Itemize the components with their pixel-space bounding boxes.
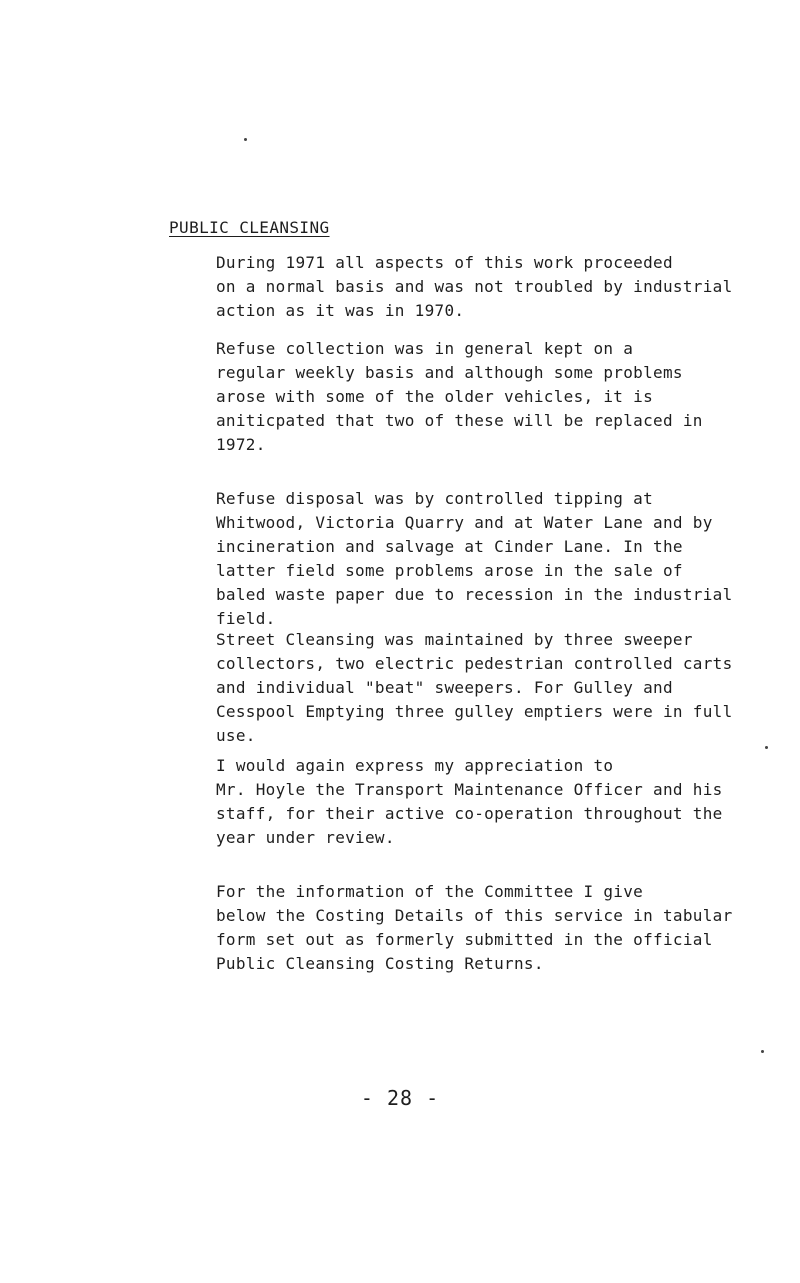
paragraph-appreciation: I would again express my appreciation to Mr. Hoyle the Transport Maintenance Officer and his staff, for their active co-operation throughout the year under review.: [216, 756, 723, 847]
scan-speck: [244, 138, 247, 141]
paragraph-refuse-collection: Refuse collection was in general kept on a regular weekly basis and although some problems arose with some of the older vehicles, it is aniticpated that two of these will be replaced in 1972.: [216, 339, 703, 454]
paragraph-refuse-disposal: Refuse disposal was by controlled tipping at Whitwood, Victoria Quarry and at Water Lane and by incineration and salvage at Cinder Lane. In the latter field some problems arose in the sale of baled waste paper due to recession in the industrial field.: [216, 489, 733, 628]
scan-speck: [765, 746, 768, 749]
page-number: - 28 -: [360, 1086, 440, 1110]
paragraph-costing-details: For the information of the Committee I give below the Costing Details of this service in tabular form set out as formerly submitted in the official Public Cleansing Costing Returns.: [216, 882, 733, 973]
paragraph-street-cleansing: Street Cleansing was maintained by three sweeper collectors, two electric pedestrian controlled carts and individual "beat" sweepers. For Gulley and Cesspool Emptying three gulley emptiers were in full use.: [216, 630, 733, 745]
section-heading: PUBLIC CLEANSING: [169, 218, 330, 237]
scan-speck: [761, 1050, 764, 1053]
paragraph-1971-overview: During 1971 all aspects of this work proceeded on a normal basis and was not troubled by industrial action as it was in 1970.: [216, 253, 733, 320]
